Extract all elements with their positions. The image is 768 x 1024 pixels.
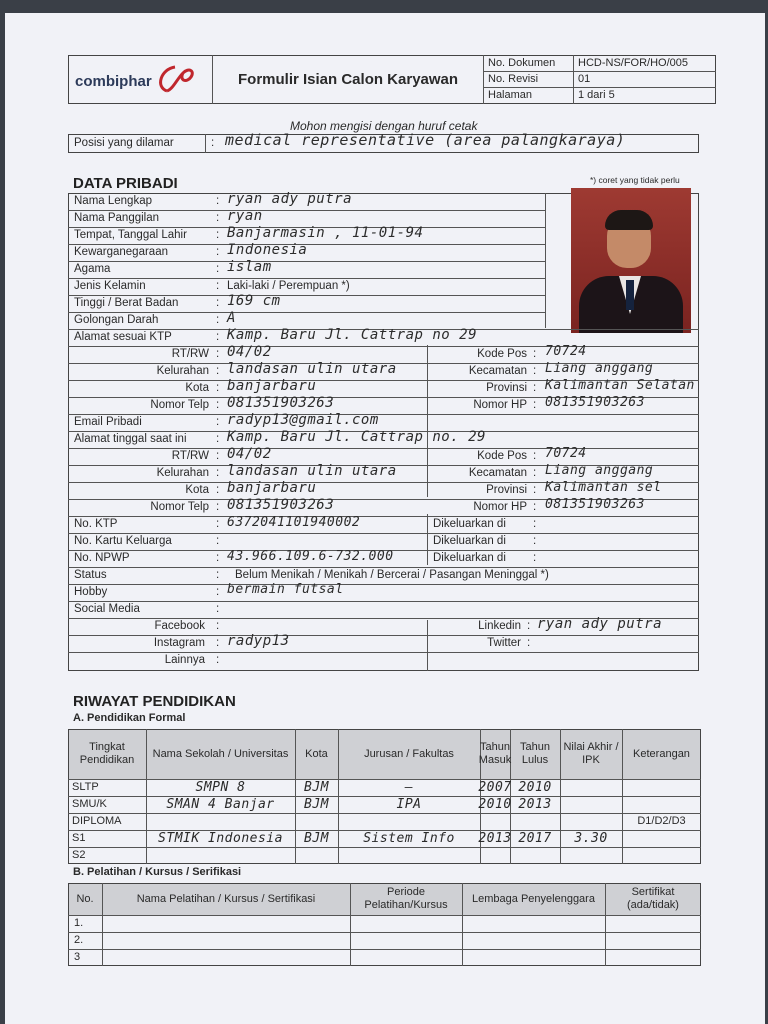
formal-cell-0-2[interactable]: BJM <box>304 780 329 795</box>
field-label-3: Kewarganegaraan <box>74 246 168 258</box>
applicant-photo <box>571 188 691 333</box>
formal-cell-1-0: SMU/K <box>72 798 107 810</box>
field-value-6[interactable]: 169 cm <box>227 293 281 309</box>
formal-cell-2-3[interactable] <box>338 813 480 830</box>
colon: : <box>216 365 220 377</box>
colon: : <box>216 382 220 394</box>
personal-note: *) coret yang tidak perlu <box>590 175 680 185</box>
training-title: B. Pelatihan / Kursus / Serifikasi <box>73 866 242 878</box>
ktp-value-prov[interactable]: Kalimantan Selatan <box>545 378 695 393</box>
colon: : <box>216 586 220 598</box>
colon: : <box>533 467 537 479</box>
formal-cell-4-6[interactable] <box>560 847 622 864</box>
ktp-value-kota[interactable]: banjarbaru <box>227 378 317 394</box>
formal-cell-4-0: S2 <box>72 849 86 861</box>
training-header-2: Periode Pelatihan/Kursus <box>364 886 448 911</box>
formal-cell-2-4[interactable] <box>480 813 510 830</box>
formal-header-6: Nilai Akhir / IPK <box>563 741 619 766</box>
formal-cell-1-2[interactable]: BJM <box>304 797 329 812</box>
colon: : <box>216 501 220 513</box>
colon: : <box>216 195 220 207</box>
formal-cell-1-1[interactable]: SMAN 4 Banjar <box>166 797 275 812</box>
formal-cell-0-1[interactable]: SMPN 8 <box>195 780 246 795</box>
colon: : <box>527 637 531 649</box>
linkedin-label: Linkedin <box>478 620 521 632</box>
dom-value-kota[interactable]: banjarbaru <box>227 480 317 496</box>
field-label-7: Golongan Darah <box>74 314 159 326</box>
hobby-label: Hobby <box>74 586 108 598</box>
field-label-8: Alamat sesuai KTP <box>74 331 172 343</box>
formal-cell-1-6[interactable] <box>560 796 622 813</box>
colon: : <box>533 518 537 530</box>
instagram-value[interactable]: radyp13 <box>227 633 290 649</box>
ktp-label-kota: Kota <box>185 382 209 394</box>
colon: : <box>216 416 220 428</box>
formal-cell-2-7: D1/D2/D3 <box>637 815 686 827</box>
position-value[interactable]: medical representative (area palangkaraya) <box>225 131 626 149</box>
formal-cell-0-6[interactable] <box>560 779 622 796</box>
formal-cell-2-5[interactable] <box>510 813 560 830</box>
formal-cell-0-0: SLTP <box>72 781 99 793</box>
formal-header-2: Kota <box>305 747 328 760</box>
colon: : <box>216 263 220 275</box>
ktp-label-telp: Nomor Telp <box>150 399 209 411</box>
email-value[interactable]: radyp13@gmail.com <box>227 412 379 428</box>
ktp-value-rtrw[interactable]: 04/02 <box>227 344 272 360</box>
doc-value-halaman: 1 dari 5 <box>578 89 615 101</box>
colon: : <box>216 450 220 462</box>
formal-cell-1-7 <box>622 796 701 813</box>
field-value-0[interactable]: ryan ady putra <box>227 191 353 207</box>
formal-cell-3-6[interactable]: 3.30 <box>574 831 608 846</box>
field-value-8[interactable]: Kamp. Baru Jl. Cattrap no 29 <box>227 327 478 343</box>
id-value-2[interactable]: 43.966.109.6-732.000 <box>227 549 394 564</box>
colon: : <box>216 620 220 632</box>
field-label-4: Agama <box>74 263 111 275</box>
ktp-value-kel[interactable]: landasan ulin utara <box>227 361 397 377</box>
dom-value-kel[interactable]: landasan ulin utara <box>227 463 397 479</box>
dom-label-prov: Provinsi <box>486 484 527 496</box>
training-row-no-0: 1. <box>74 917 84 929</box>
colon: : <box>216 637 220 649</box>
field-value-1[interactable]: ryan <box>227 208 263 224</box>
formal-cell-3-4[interactable]: 2013 <box>478 831 512 846</box>
formal-cell-3-7 <box>622 830 701 847</box>
formal-cell-2-6[interactable] <box>560 813 622 830</box>
hobby-value[interactable]: bermain futsal <box>227 582 344 597</box>
formal-cell-4-2[interactable] <box>295 847 338 864</box>
dom-label-kodepos: Kode Pos <box>477 450 527 462</box>
colon: : <box>533 501 537 513</box>
formal-header-3: Jurusan / Fakultas <box>364 747 454 760</box>
dom-label-kel: Kelurahan <box>156 467 209 479</box>
colon: : <box>216 246 220 258</box>
id-label-2: No. NPWP <box>74 552 130 564</box>
dom-value-telp[interactable]: 081351903263 <box>227 497 335 513</box>
colon: : <box>216 314 220 326</box>
colon: : <box>216 518 220 530</box>
training-header-3: Lembaga Penyelenggara <box>472 892 595 905</box>
dom-label-kota: Kota <box>185 484 209 496</box>
colon: : <box>527 620 531 632</box>
formal-cell-4-7 <box>622 847 701 864</box>
form-title: Formulir Isian Calon Karyawan <box>238 71 459 88</box>
id-label-0: No. KTP <box>74 518 118 530</box>
colon: : <box>216 603 220 615</box>
field-value-3[interactable]: Indonesia <box>227 242 308 258</box>
colon: : <box>216 654 220 666</box>
dom-value-kec[interactable]: Liang anggang <box>545 463 654 478</box>
colon: : <box>533 365 537 377</box>
issued-label-1: Dikeluarkan di <box>433 535 506 547</box>
ktp-label-rtrw: RT/RW <box>171 348 209 360</box>
id-label-1: No. Kartu Keluarga <box>74 535 172 547</box>
formal-cell-4-4[interactable] <box>480 847 510 864</box>
formal-cell-1-3[interactable]: IPA <box>396 797 422 812</box>
formal-header-4: Tahun Masuk <box>478 741 512 766</box>
ktp-value-hp[interactable]: 081351903263 <box>545 395 645 410</box>
formal-cell-3-2[interactable]: BJM <box>304 831 329 846</box>
field-value-7[interactable]: A <box>227 310 236 326</box>
formal-cell-3-0: S1 <box>72 832 86 844</box>
status-label: Status <box>74 569 107 581</box>
doc-label-revisi: No. Revisi <box>488 73 539 85</box>
domicile-value[interactable]: Kamp. Baru Jl. Cattrap no. 29 <box>227 429 486 445</box>
formal-header-5: Tahun Lulus <box>520 741 550 766</box>
formal-cell-2-0: DIPLOMA <box>72 815 122 827</box>
education-heading: RIWAYAT PENDIDIKAN <box>73 693 236 710</box>
field-label-2: Tempat, Tanggal Lahir <box>74 229 187 241</box>
dom-value-kodepos[interactable]: 70724 <box>545 446 587 461</box>
formal-cell-4-3[interactable] <box>338 847 480 864</box>
colon: : <box>533 382 537 394</box>
ktp-label-hp: Nomor HP <box>473 399 527 411</box>
formal-header-1: Nama Sekolah / Universitas <box>152 747 289 760</box>
facebook-label: Facebook <box>154 620 205 632</box>
field-label-1: Nama Panggilan <box>74 212 160 224</box>
training-row-no-1: 2. <box>74 934 84 946</box>
formal-cell-0-3[interactable]: — <box>404 780 414 795</box>
issued-label-0: Dikeluarkan di <box>433 518 506 530</box>
dom-label-rtrw: RT/RW <box>171 450 209 462</box>
id-value-0[interactable]: 6372041101940002 <box>227 515 361 530</box>
colon: : <box>216 569 220 581</box>
doc-label-halaman: Halaman <box>488 89 533 101</box>
dom-value-hp[interactable]: 081351903263 <box>545 497 645 512</box>
form-page: combiphar Formulir Isian Calon Karyawan No. Dokumen No. Revisi Halaman HCD-NS/FOR/HO/005 01 1 dari 5 Mohon mengisi dengan huruf cetak Posisi yang dilamar : medical representative (area palangkaraya) DATA PRIBADI *) coret yang tidak perlu RIWAYAT PENDIDIKAN A. Pendidikan Formal B. Pelatihan / Kursus / Serifikasi Nama Lengkap : ryan ady putra Nama Panggilan : ryan Tempat, Tanggal Lahir : Banjarmasin , 11-01-94 Kewarganegaraan : Indonesia Agama : islam Jenis Kelamin : Laki-laki / Perempuan *) Tinggi / Berat Badan : 169 cm Golongan Darah : A Alamat sesuai KTP : Kamp. Baru Jl. Cattrap no 29 RT/RW : 04/02 Kode Pos : 70724 Kelurahan : landasan ulin utara Kecamatan : Liang anggang Kota : banjarbaru Provinsi : Kalimantan Selatan Nomor Telp : 081351903263 Nomor HP : 081351903263 Email Pribadi : radyp13@gmail.com Alamat tinggal saat ini : Kamp. Baru Jl. Cattrap no. 29 RT/RW : 04/02 Kode Pos : 70724 Kelurahan : landasan ulin utara Kecamatan : Liang anggang Kota : banjarbaru Provinsi : Kalimantan sel Nomor Telp : 081351903263 Nomor HP : 081351903263 No. KTP : 6372041101940002 Dikeluarkan di : No. Kartu Keluarga : Dikeluarkan di : No. NPWP : 43.966.109.6-732.000 Dikeluarkan di : Status : Belum Menikah / Menikah / Bercerai / Pasangan Meninggal *) Hobby : bermain futsal Social Media : Facebook : Linkedin : ryan ady putra Instagram : radyp13 Twitter : Lainnya : Tingkat Pendidikan Nama Sekolah / Universitas Kota Jurusan / Fakultas Tahun Masuk Tahun Lulus Nilai Akhir / IPK Keterangan SLTP SMPN 8 BJM — 2007 2010 SMU/K SMAN 4 Banjar BJM IPA 2010 2013 DIPLOMA D1/D2/D3 S1 STMIK Indonesia BJM Sistem Info 2013 2017 3.30 S2 No. Nama Pelatihan / Kursus / Sertifikasi Periode Pelatihan/Kursus Lembaga Penyelenggara Sertifikat (ada/tidak) 1. 2. 3 <box>5 13 765 1024</box>
status-value[interactable]: Belum Menikah / Menikah / Bercerai / Pasangan Meninggal *) <box>235 569 549 581</box>
field-label-5: Jenis Kelamin <box>74 280 146 292</box>
formal-title: A. Pendidikan Formal <box>73 712 186 724</box>
colon: : <box>533 399 537 411</box>
dom-value-rtrw[interactable]: 04/02 <box>227 446 272 462</box>
colon: : <box>533 348 537 360</box>
instagram-label: Instagram <box>153 637 205 649</box>
field-label-0: Nama Lengkap <box>74 195 152 207</box>
colon: : <box>533 535 537 547</box>
doc-value-revisi: 01 <box>578 73 591 85</box>
formal-cell-2-2[interactable] <box>295 813 338 830</box>
ktp-value-kodepos[interactable]: 70724 <box>545 344 587 359</box>
dom-label-hp: Nomor HP <box>473 501 527 513</box>
training-header-1: Nama Pelatihan / Kursus / Sertifikasi <box>136 892 316 905</box>
colon: : <box>216 229 220 241</box>
colon: : <box>216 433 220 445</box>
ktp-value-kec[interactable]: Liang anggang <box>545 361 654 376</box>
colon: : <box>216 348 220 360</box>
colon: : <box>216 484 220 496</box>
training-row-no-2: 3 <box>74 951 81 963</box>
combiphar-logo-icon <box>153 61 199 97</box>
colon: : <box>216 467 220 479</box>
logo-text: combiphar <box>75 73 152 90</box>
colon: : <box>216 331 220 343</box>
dom-value-prov[interactable]: Kalimantan sel <box>545 480 662 495</box>
position-label: Posisi yang dilamar <box>74 137 174 149</box>
formal-cell-2-1[interactable] <box>146 813 295 830</box>
colon: : <box>216 297 220 309</box>
colon: : <box>216 212 220 224</box>
field-label-6: Tinggi / Berat Badan <box>74 297 179 309</box>
formal-cell-3-1[interactable]: STMIK Indonesia <box>158 831 283 846</box>
colon: : <box>533 484 537 496</box>
social-label: Social Media <box>74 603 140 615</box>
doc-value-no: HCD-NS/FOR/HO/005 <box>578 57 689 69</box>
ktp-label-kec: Kecamatan <box>468 365 527 377</box>
linkedin-value[interactable]: ryan ady putra <box>537 616 663 632</box>
formal-cell-0-4[interactable]: 2007 <box>478 780 512 795</box>
dom-label-telp: Nomor Telp <box>150 501 209 513</box>
colon: : <box>533 552 537 564</box>
colon: : <box>216 280 220 292</box>
formal-cell-1-4[interactable]: 2010 <box>478 797 512 812</box>
twitter-label: Twitter <box>487 637 521 649</box>
training-header-0: No. <box>76 892 94 905</box>
formal-header-0: Tingkat Pendidikan <box>79 741 135 766</box>
colon: : <box>216 535 220 547</box>
doc-label-no: No. Dokumen <box>488 57 556 69</box>
formal-cell-0-5[interactable]: 2010 <box>518 780 552 795</box>
formal-header-7: Keterangan <box>633 747 690 760</box>
email-label: Email Pribadi <box>74 416 142 428</box>
colon: : <box>216 399 220 411</box>
formal-cell-1-5[interactable]: 2013 <box>518 797 552 812</box>
instruction-text: Mohon mengisi dengan huruf cetak <box>290 119 478 133</box>
formal-cell-4-5[interactable] <box>510 847 560 864</box>
formal-cell-0-7 <box>622 779 701 796</box>
ktp-label-kel: Kelurahan <box>156 365 209 377</box>
training-header-4: Sertifikat (ada/tidak) <box>627 886 679 911</box>
field-value-2[interactable]: Banjarmasin , 11-01-94 <box>227 225 424 241</box>
colon: : <box>216 552 220 564</box>
colon: : <box>533 450 537 462</box>
field-value-4[interactable]: islam <box>227 259 272 275</box>
ktp-label-kodepos: Kode Pos <box>477 348 527 360</box>
issued-label-2: Dikeluarkan di <box>433 552 506 564</box>
formal-cell-4-1[interactable] <box>146 847 295 864</box>
domicile-label: Alamat tinggal saat ini <box>74 433 187 445</box>
formal-cell-3-3[interactable]: Sistem Info <box>363 831 455 846</box>
field-value-5[interactable]: Laki-laki / Perempuan *) <box>227 280 350 292</box>
ktp-label-prov: Provinsi <box>486 382 527 394</box>
formal-cell-3-5[interactable]: 2017 <box>518 831 552 846</box>
personal-heading: DATA PRIBADI <box>73 175 178 192</box>
ktp-value-telp[interactable]: 081351903263 <box>227 395 335 411</box>
lainnya-label: Lainnya <box>164 654 205 666</box>
dom-label-kec: Kecamatan <box>468 467 527 479</box>
